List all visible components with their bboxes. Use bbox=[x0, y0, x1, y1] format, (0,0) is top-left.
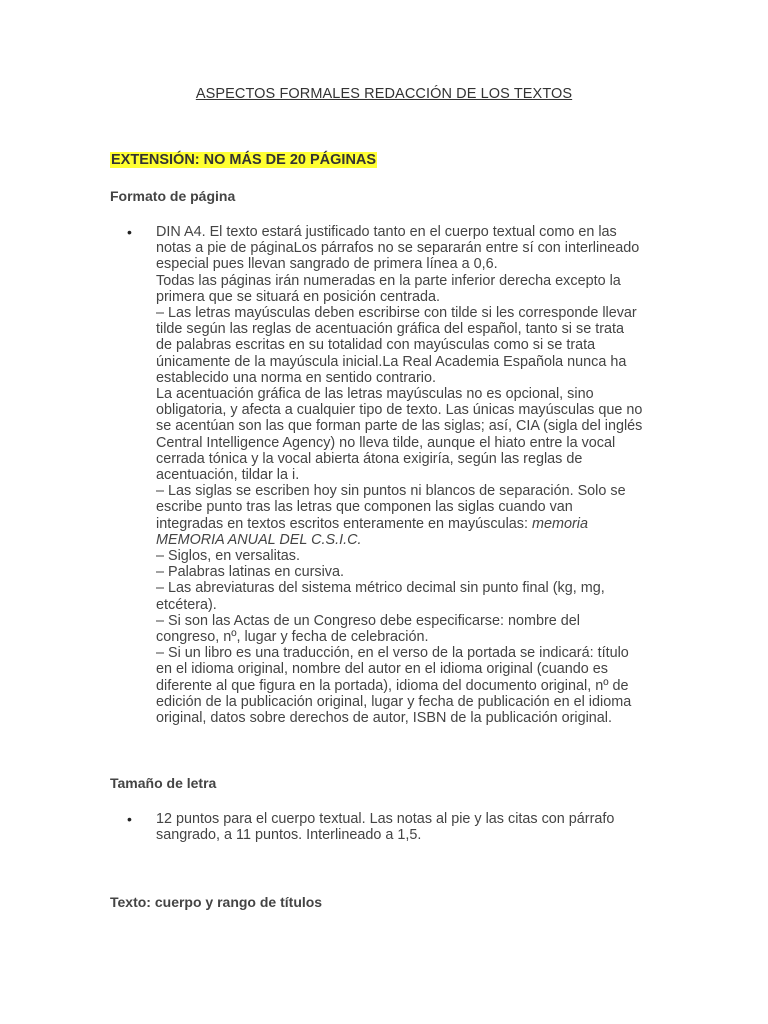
text-line: obligatoria, y afecta a cualquier tipo de texto. Las únicas mayúsculas que no bbox=[156, 402, 643, 419]
text-line: – Las abreviaturas del sistema métrico decimal sin punto final (kg, mg, bbox=[156, 580, 605, 597]
text-span: integradas en textos escritos enteramente en mayúsculas: bbox=[156, 515, 532, 532]
text-line: – Las siglas se escriben hoy sin puntos ni blancos de separación. Solo se bbox=[156, 483, 626, 500]
text-line: Todas las páginas irán numeradas en la parte inferior derecha excepto la bbox=[156, 272, 621, 289]
section-heading-texto: Texto: cuerpo y rango de títulos bbox=[110, 894, 323, 910]
bullet-text-tamano bbox=[156, 811, 666, 843]
text-line: notas a pie de páginaLos párrafos no se separarán entre sí con interlineado bbox=[156, 240, 640, 257]
text-line: – Siglos, en versalitas. bbox=[156, 548, 300, 565]
bullet-icon: • bbox=[127, 224, 132, 240]
bullet-text-formato bbox=[156, 224, 666, 726]
text-line: establecido una norma en sentido contrario. bbox=[156, 369, 436, 386]
text-line: edición de la publicación original, lugar y fecha de publicación en el idioma bbox=[156, 693, 632, 710]
text-line: 12 puntos para el cuerpo textual. Las notas al pie y las citas con párrafo bbox=[156, 811, 615, 827]
text-line: – Las letras mayúsculas deben escribirse con tilde si les corresponde llevar bbox=[156, 305, 637, 322]
text-line: sangrado, a 11 puntos. Interlineado a 1,5. bbox=[156, 827, 422, 844]
text-line: en el idioma original, nombre del autor en el idioma original (cuando es bbox=[156, 661, 608, 678]
text-line: cerrada tónica y la vocal abierta átona exigiría, según las reglas de bbox=[156, 450, 583, 467]
text-line bbox=[156, 516, 666, 532]
text-line: Central Intelligence Agency) no lleva tilde, aunque el hiato entre la vocal bbox=[156, 434, 616, 451]
text-line: diferente al que figura en la portada), idioma del documento original, nº de bbox=[156, 677, 629, 694]
text-line: primera que se situará en posición centrada. bbox=[156, 288, 440, 305]
text-line: – Palabras latinas en cursiva. bbox=[156, 564, 344, 581]
section-heading-formato: Formato de página bbox=[110, 188, 236, 204]
extension-highlight: EXTENSIÓN: NO MÁS DE 20 PÁGINAS bbox=[111, 152, 377, 168]
text-line: etcétera). bbox=[156, 596, 217, 613]
text-line: de palabras escritas en su totalidad con mayúsculas como si se trata bbox=[156, 337, 596, 354]
text-line: original, datos sobre derechos de autor, ISBN de la publicación original. bbox=[156, 710, 612, 727]
text-line: acentuación, tildar la i. bbox=[156, 467, 300, 484]
document-title: ASPECTOS FORMALES REDACCIÓN DE LOS TEXTOS bbox=[195, 86, 573, 102]
text-line: se acentúan son las que forman parte de las siglas; así, CIA (sigla del inglés bbox=[156, 418, 643, 435]
text-line: DIN A4. El texto estará justificado tanto en el cuerpo textual como en las bbox=[156, 224, 617, 240]
bullet-icon: • bbox=[127, 811, 132, 827]
text-line: – Si son las Actas de un Congreso debe especificarse: nombre del bbox=[156, 612, 580, 629]
text-line: especial pues llevan sangrado de primera línea a 0,6. bbox=[156, 256, 498, 273]
text-line: tilde según las reglas de acentuación gráfica del español, tanto si se trata bbox=[156, 321, 624, 338]
text-line bbox=[156, 532, 666, 548]
italic-word: memoria bbox=[531, 515, 588, 532]
italic-line: MEMORIA ANUAL DEL C.S.I.C. bbox=[156, 531, 362, 548]
text-line: La acentuación gráfica de las letras mayúsculas no es opcional, sino bbox=[156, 386, 594, 403]
section-heading-tamano: Tamaño de letra bbox=[110, 775, 217, 791]
text-line: – Si un libro es una traducción, en el verso de la portada se indicará: título bbox=[156, 645, 629, 662]
text-line: escribe punto tras las letras que componen las siglas cuando van bbox=[156, 499, 573, 516]
text-line: congreso, nº, lugar y fecha de celebración. bbox=[156, 629, 429, 646]
text-line: únicamente de la mayúscula inicial.La Real Academia Española nunca ha bbox=[156, 353, 627, 370]
